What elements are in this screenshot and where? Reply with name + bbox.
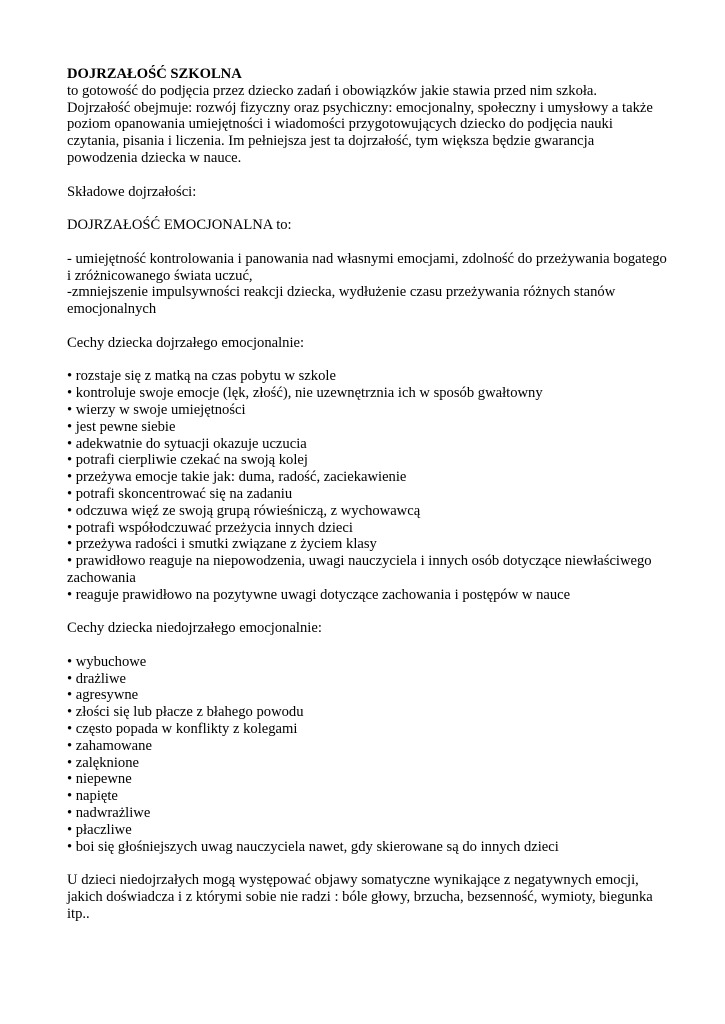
mature-traits-list — [67, 368, 667, 603]
closing-paragraph: U dzieci niedojrzałych mogą występować objawy somatyczne wynikające z negatywnych emocji, jakich doświadcza i z którymi sobie nie radzi : bóle głowy, brzucha, bezsenność, wymioty, biegunka itp.. — [67, 872, 653, 922]
emotional-definition-2: -zmniejszenie impulsywności reakcji dziecka, wydłużenie czasu przeżywania różnych stanów emocjonalnych — [67, 284, 616, 318]
list-item: • płaczliwe — [67, 821, 132, 838]
emotional-definition-1: - umiejętność kontrolowania i panowania nad własnymi emocjami, zdolność do przeżywania bogatego i zróżnicowanego świata uczuć, — [67, 250, 667, 284]
list-item: • reaguje prawidłowo na pozytywne uwagi dotyczące zachowania i postępów w nauce — [67, 586, 571, 603]
spacer — [67, 167, 667, 184]
list-item: • przeżywa emocje takie jak: duma, radość, zaciekawienie — [67, 469, 407, 486]
list-item: • potrafi cierpliwie czekać na swoją kolej — [67, 452, 308, 469]
list-item: • wybuchowe — [67, 653, 147, 670]
immature-heading: Cechy dziecka niedojrzałego emocjonalnie: — [67, 620, 322, 637]
document-title: DOJRZAŁOŚĆ SZKOLNA — [67, 66, 242, 82]
mature-heading: Cechy dziecka dojrzałego emocjonalnie: — [67, 334, 305, 351]
spacer — [67, 855, 667, 872]
components-heading: Składowe dojrzałości: — [67, 183, 197, 200]
document-page — [67, 66, 667, 923]
list-item: • boi się głośniejszych uwag nauczyciela nawet, gdy skierowane są do innych dzieci — [67, 838, 559, 855]
list-item: • zalęknione — [67, 754, 139, 771]
list-item: • przeżywa radości i smutki związane z życiem klasy — [67, 536, 377, 553]
list-item: • złości się lub płacze z błahego powodu — [67, 704, 304, 721]
immature-traits-list — [67, 654, 667, 856]
list-item: • potrafi współodczuwać przeżycia innych dzieci — [67, 519, 353, 536]
spacer — [67, 352, 667, 369]
list-item: • potrafi skoncentrować się na zadaniu — [67, 485, 293, 502]
intro-paragraph-2: Dojrzałość obejmuje: rozwój fizyczny oraz psychiczny: emocjonalny, społeczny i umysłowy a także poziom opanowania umiejętności i wiadomości przygotowujących dziecko do podjęcia nauki czytania, pisania i liczenia. Im pełniejsza jest ta dojrzałość, tym większa będzie gwarancja powodzenia dziecka w nauce. — [67, 99, 653, 166]
spacer — [67, 318, 667, 335]
intro-paragraph-1: to gotowość do podjęcia przez dziecko zadań i obowiązków jakie stawia przed nim szkoła. — [67, 82, 598, 99]
spacer — [67, 200, 667, 217]
list-item: • jest pewne siebie — [67, 418, 176, 435]
list-item: • odczuwa więź ze swoją grupą rówieśniczą, z wychowawcą — [67, 502, 421, 519]
list-item: • nadwrażliwe — [67, 805, 151, 822]
list-item: • wierzy w swoje umiejętności — [67, 401, 246, 418]
list-item: • rozstaje się z matką na czas pobytu w szkole — [67, 368, 336, 385]
list-item: • prawidłowo reaguje na niepowodzenia, uwagi nauczyciela i innych osób dotyczące niewłaściwego zachowania — [67, 553, 652, 586]
list-item: • kontroluje swoje emocje (lęk, złość), nie uzewnętrznia ich w sposób gwałtowny — [67, 385, 543, 402]
spacer — [67, 234, 667, 251]
spacer — [67, 604, 667, 621]
list-item: • napięte — [67, 788, 118, 805]
list-item: • adekwatnie do sytuacji okazuje uczucia — [67, 435, 307, 452]
list-item: • niepewne — [67, 771, 132, 788]
list-item: • zahamowane — [67, 737, 152, 754]
spacer — [67, 637, 667, 654]
emotional-heading: DOJRZAŁOŚĆ EMOCJONALNA to: — [67, 217, 292, 234]
list-item: • agresywne — [67, 687, 139, 704]
list-item: • drażliwe — [67, 670, 126, 687]
list-item: • często popada w konflikty z kolegami — [67, 721, 298, 738]
